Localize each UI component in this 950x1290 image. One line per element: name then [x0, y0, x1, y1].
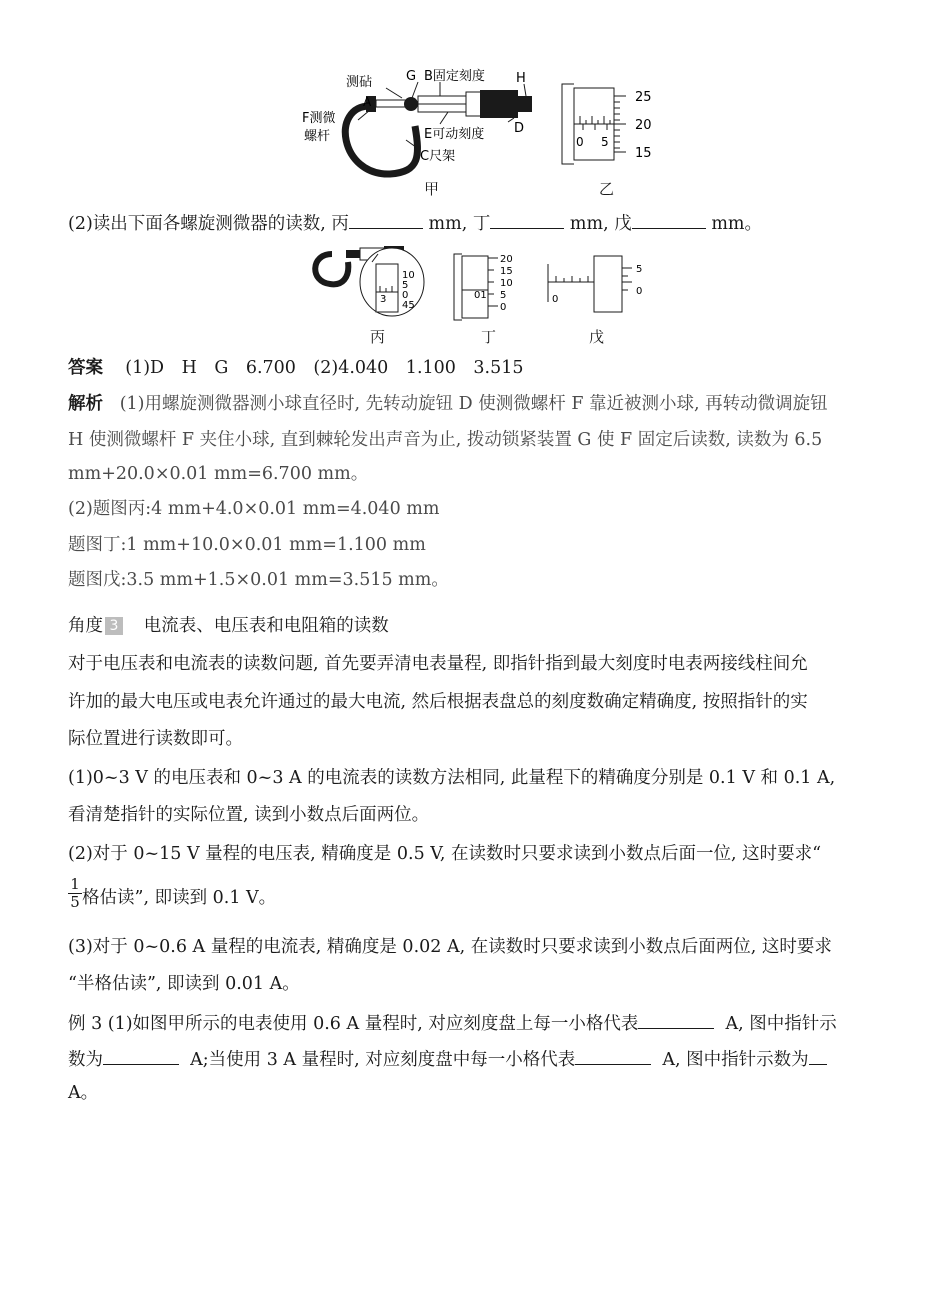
question-2-text: (2)读出下面各螺旋测微器的读数, 丙	[68, 214, 349, 234]
analysis-line-6: 题图戊:3.5 mm+1.5×0.01 mm=3.515 mm。	[68, 570, 449, 590]
bing-main-3: 3	[380, 294, 387, 305]
example-text-1a: 例 3 (1)如图甲所示的电表使用 0.6 A 量程时, 对应刻度盘上每一小格代表	[68, 1014, 639, 1034]
bing-tick-10: 10	[402, 270, 415, 281]
answer-text: (1)D H G 6.700 (2)4.040 1.100 3.515	[125, 358, 524, 378]
analysis-line-4: (2)题图丙:4 mm+4.0×0.01 mm=4.040 mm	[68, 499, 440, 519]
ding-main-01: 01	[474, 290, 487, 301]
label-g: G	[406, 69, 417, 84]
wu-main-0: 0	[552, 294, 559, 305]
yi-tick-20: 20	[635, 118, 652, 133]
question-2-unit2: mm, 戊	[569, 214, 632, 234]
question-2-unit3: mm。	[711, 214, 763, 234]
example-text-2a: 数为	[68, 1050, 103, 1070]
fig-label-jia: 甲	[424, 180, 440, 198]
blank-each-division-3a[interactable]	[575, 1046, 651, 1065]
question-2-unit1: mm, 丁	[428, 214, 491, 234]
example-3-line-3: A。	[68, 1083, 99, 1103]
section-title: 电流表、电压表和电阻箱的读数	[143, 616, 389, 636]
ding-tick-20: 20	[500, 254, 513, 265]
label-d: D	[514, 121, 525, 136]
fig-label-ding: 丁	[481, 328, 497, 346]
label-c: C尺架	[420, 149, 456, 164]
example-3-line-2	[68, 1046, 827, 1072]
ding-tick-10: 10	[500, 278, 513, 289]
example-3-line-1	[68, 1010, 837, 1036]
question-2	[68, 210, 762, 236]
analysis-text-1: (1)用螺旋测微器测小球直径时, 先转动旋钮 D 使测微螺杆 F 靠近被测小球, 再转动微调旋钮	[119, 394, 828, 414]
body-p3-l2: 格估读”, 即读到 0.1 V。	[82, 888, 277, 908]
fraction-denominator: 5	[70, 893, 80, 911]
yi-tick-15: 15	[635, 146, 652, 161]
label-h: H	[516, 71, 526, 86]
yi-main-5: 5	[601, 135, 609, 149]
section-prefix: 角度	[68, 616, 103, 636]
blank-reading-3a[interactable]	[809, 1046, 827, 1065]
body-p4-l2: “半格估读”, 即读到 0.01 A。	[68, 974, 300, 994]
section-heading	[68, 614, 389, 638]
blank-each-division-06a[interactable]	[638, 1010, 714, 1029]
bing-tick-5: 5	[402, 280, 409, 291]
label-anvil: 测砧	[346, 75, 373, 90]
analysis-line-2: H 使测微螺杆 F 夹住小球, 直到棘轮发出声音为止, 拨动锁紧装置 G 使 F 固定后读数, 读数为 6.5	[68, 430, 823, 450]
fraction-numerator: 1	[68, 876, 82, 894]
body-p1-l2: 许加的最大电压或电表允许通过的最大电流, 然后根据表盘总的刻度数确定精确度, 按照指针的实	[68, 692, 808, 712]
body-p1-l3: 际位置进行读数即可。	[68, 729, 243, 749]
body-p4-l1: (3)对于 0~0.6 A 量程的电流表, 精确度是 0.02 A, 在读数时只要求读到小数点后面两位, 这时要求	[68, 937, 832, 957]
label-e: E可动刻度	[424, 127, 485, 142]
yi-tick-25: 25	[635, 90, 652, 105]
micrometer-figure-bing-ding-wu	[302, 242, 652, 324]
analysis-title: 解析	[68, 394, 103, 414]
answer-title: 答案	[68, 358, 103, 378]
section-number-icon: 3	[105, 617, 123, 635]
wu-tick-5: 5	[636, 264, 643, 275]
fig-label-bing: 丙	[370, 328, 386, 346]
example-text-1b: A, 图中指针示	[725, 1014, 837, 1034]
ding-tick-0: 0	[500, 302, 507, 313]
blank-wu[interactable]	[632, 210, 706, 229]
body-p1-l1: 对于电压表和电流表的读数问题, 首先要弄清电表量程, 即指针指到最大刻度时电表两接线柱间允	[68, 654, 808, 674]
analysis-line-5: 题图丁:1 mm+10.0×0.01 mm=1.100 mm	[68, 535, 426, 555]
label-f1: F测微	[302, 111, 336, 126]
fig-label-wu: 戊	[589, 328, 605, 346]
example-text-2b: A;当使用 3 A 量程时, 对应刻度盘中每一小格代表	[190, 1050, 576, 1070]
wu-tick-0: 0	[636, 286, 643, 297]
blank-reading-06a[interactable]	[103, 1046, 179, 1065]
ding-tick-15: 15	[500, 266, 513, 277]
analysis-line-1	[68, 392, 828, 416]
body-p2-l2: 看清楚指针的实际位置, 读到小数点后面两位。	[68, 805, 430, 825]
bing-tick-45: 45	[402, 300, 415, 311]
label-b: B固定刻度	[424, 69, 485, 84]
example-text-2c: A, 图中指针示数为	[662, 1050, 809, 1070]
fig-label-yi: 乙	[599, 180, 615, 198]
bing-tick-0: 0	[402, 290, 409, 301]
fraction-one-fifth	[68, 876, 82, 911]
body-p2-l1: (1)0~3 V 的电压表和 0~3 A 的电流表的读数方法相同, 此量程下的精确度分别是 0.1 V 和 0.1 A,	[68, 768, 836, 788]
blank-bing[interactable]	[349, 210, 423, 229]
label-f2: 螺杆	[304, 129, 331, 144]
blank-ding[interactable]	[490, 210, 564, 229]
label-a: A	[363, 95, 372, 109]
body-p3-l1: (2)对于 0~15 V 量程的电压表, 精确度是 0.5 V, 在读数时只要求读到小数点后面一位, 这时要求“	[68, 844, 822, 864]
yi-main-0: 0	[576, 135, 584, 149]
answer	[68, 356, 524, 380]
analysis-line-3: mm+20.0×0.01 mm=6.700 mm。	[68, 464, 369, 484]
ding-tick-5: 5	[500, 290, 507, 301]
